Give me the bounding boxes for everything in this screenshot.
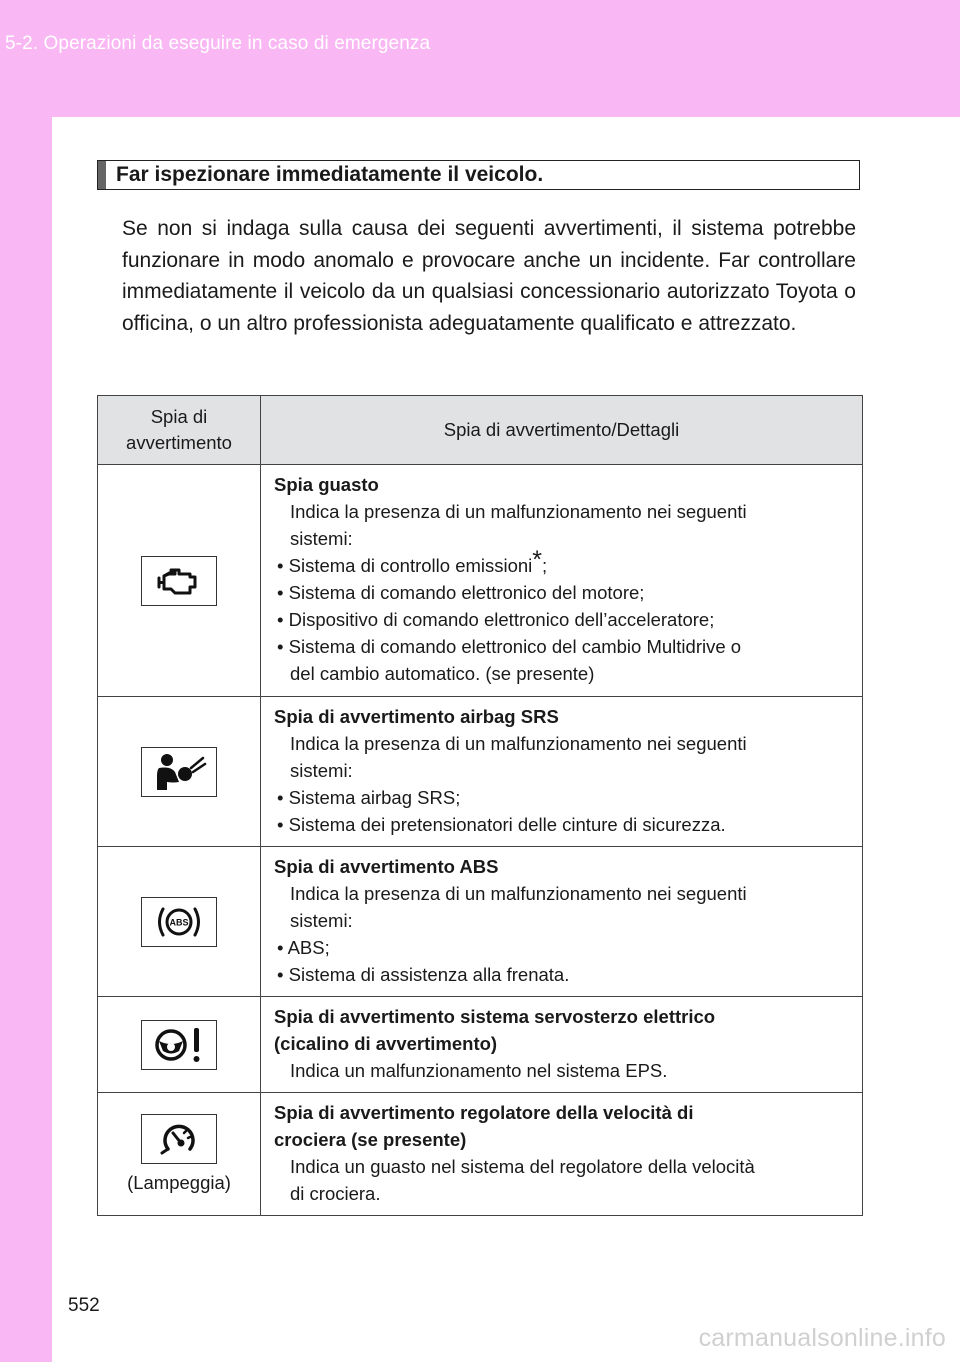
bullet-list [274, 784, 852, 838]
engine-icon [141, 556, 217, 606]
table-row [98, 465, 863, 697]
row-title: Spia di avvertimento ABS [274, 856, 499, 877]
icon-cell [98, 847, 261, 997]
row-description: Indica la presenza di un malfunzionamento nei seguenti sistemi: [290, 501, 747, 549]
section-title-bar [98, 161, 106, 189]
table-row [98, 997, 863, 1093]
list-item: • Sistema di comando elettronico del motore; [277, 582, 645, 603]
details-cell [261, 465, 863, 697]
svg-text:ABS: ABS [169, 917, 189, 927]
row-title: Spia guasto [274, 474, 379, 495]
section-title: Far ispezionare immediatamente il veicolo. [116, 163, 544, 186]
table-header-row [98, 396, 863, 465]
blink-caption: (Lampeggia) [127, 1172, 231, 1193]
details-cell [261, 997, 863, 1093]
icon-cell [98, 1093, 261, 1216]
list-item: • Sistema di assistenza alla frenata. [277, 964, 570, 985]
list-item: • Sistema di controllo emissioni*; [277, 546, 548, 576]
table-row [98, 1093, 863, 1216]
airbag-icon [141, 747, 217, 797]
bullet-list [274, 546, 852, 687]
row-description: Indica un guasto nel sistema del regolatore della velocità di crociera. [290, 1156, 755, 1204]
table-row [98, 697, 863, 847]
column-header-details: Spia di avvertimento/Dettagli [261, 396, 863, 465]
row-description: Indica un malfunzionamento nel sistema EPS. [290, 1060, 668, 1081]
row-description: Indica la presenza di un malfunzionamento nei seguenti sistemi: [290, 733, 747, 781]
row-description: Indica la presenza di un malfunzionamento nei seguenti sistemi: [290, 883, 747, 931]
row-title: Spia di avvertimento sistema servosterzo elettrico (cicalino di avvertimento) [274, 1006, 716, 1054]
abs-icon [141, 897, 217, 947]
cruise-control-icon [141, 1114, 217, 1164]
icon-cell [98, 465, 261, 697]
list-item: • Sistema dei pretensionatori delle cinture di sicurezza. [277, 814, 726, 835]
intro-paragraph: Se non si indaga sulla causa dei seguenti avvertimenti, il sistema potrebbe funzionare in modo anomalo e provocare anche un incidente. Far controllare immediatamente il veicolo da un qualsiasi concessionario autorizzato Toyota o officina, o un altro professionista adeguatamente qualificato e attrezzato. [122, 217, 856, 335]
steering-warning-icon [141, 1020, 217, 1070]
header-band [0, 0, 960, 117]
icon-cell [98, 697, 261, 847]
details-cell [261, 697, 863, 847]
bullet-list [274, 934, 852, 988]
list-item: • Sistema di comando elettronico del cambio Multidrive o [277, 636, 742, 657]
details-cell [261, 847, 863, 997]
list-item: • ABS; [277, 937, 330, 958]
details-cell [261, 1093, 863, 1216]
section-title-box [97, 160, 860, 190]
column-header-light: Spia di avvertimento [98, 396, 261, 465]
row-title: Spia di avvertimento regolatore della velocità di crociera (se presente) [274, 1102, 694, 1150]
page-number: 552 [68, 1295, 100, 1316]
watermark: carmanualsonline.info [698, 1324, 946, 1352]
table-row [98, 847, 863, 997]
row-title: Spia di avvertimento airbag SRS [274, 706, 559, 727]
section-header: 5-2. Operazioni da eseguire in caso di emergenza [5, 33, 431, 54]
side-band [0, 117, 52, 1362]
warning-table [97, 395, 863, 1216]
list-item: • Dispositivo di comando elettronico dell’acceleratore; [277, 609, 715, 630]
list-item: • Sistema airbag SRS; [277, 787, 461, 808]
list-item: del cambio automatico. (se presente) [290, 663, 595, 684]
icon-cell [98, 997, 261, 1093]
